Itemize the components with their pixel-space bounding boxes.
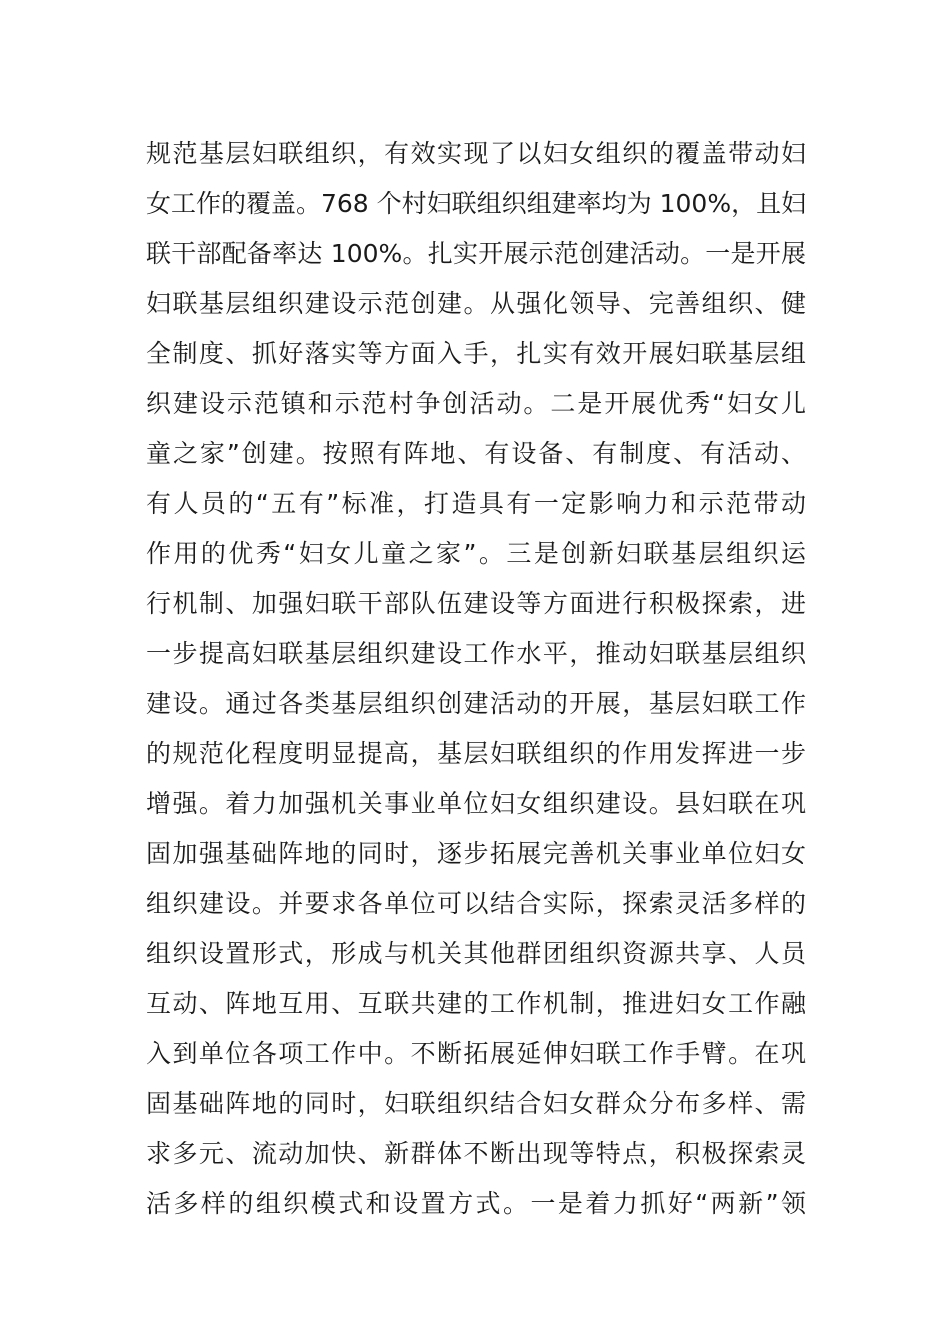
text-line-5: 全制度、抓好落实等方面入手，扎实有效开展妇联基层组 bbox=[146, 339, 806, 368]
text-line-20: 固基础阵地的同时，妇联组织结合妇女群众分布多样、需 bbox=[146, 1089, 806, 1118]
text-line-6: 织建设示范镇和示范村争创活动。二是开展优秀“妇女儿 bbox=[146, 389, 806, 418]
text-line-22: 活多样的组织模式和设置方式。一是着力抓好“两新”领 bbox=[146, 1189, 806, 1218]
text-line-12: 建设。通过各类基层组织创建活动的开展，基层妇联工作 bbox=[146, 689, 806, 718]
text-line-21: 求多元、流动加快、新群体不断出现等特点，积极探索灵 bbox=[146, 1139, 806, 1168]
text-line-1: 规范基层妇联组织，有效实现了以妇女组织的覆盖带动妇 bbox=[146, 139, 806, 168]
text-line-16: 组织建设。并要求各单位可以结合实际，探索灵活多样的 bbox=[146, 889, 806, 918]
text-line-15: 固加强基础阵地的同时，逐步拓展完善机关事业单位妇女 bbox=[146, 839, 806, 868]
text-line-10: 行机制、加强妇联干部队伍建设等方面进行积极探索，进 bbox=[146, 589, 806, 618]
text-line-4: 妇联基层组织建设示范创建。从强化领导、完善组织、健 bbox=[146, 289, 806, 318]
text-line-9: 作用的优秀“妇女儿童之家”。三是创新妇联基层组织运 bbox=[146, 539, 806, 568]
text-line-7: 童之家”创建。按照有阵地、有设备、有制度、有活动、 bbox=[146, 439, 806, 468]
text-line-17: 组织设置形式，形成与机关其他群团组织资源共享、人员 bbox=[146, 939, 806, 968]
text-line-2: 女工作的覆盖。768 个村妇联组织组建率均为 100%，且妇 bbox=[146, 189, 807, 218]
text-line-18: 互动、阵地互用、互联共建的工作机制，推进妇女工作融 bbox=[146, 989, 806, 1018]
text-line-19: 入到单位各项工作中。不断拓展延伸妇联工作手臂。在巩 bbox=[146, 1039, 806, 1068]
text-line-8: 有人员的“五有”标准，打造具有一定影响力和示范带动 bbox=[146, 489, 806, 518]
text-line-11: 一步提高妇联基层组织建设工作水平，推动妇联基层组织 bbox=[146, 639, 806, 668]
text-line-13: 的规范化程度明显提高，基层妇联组织的作用发挥进一步 bbox=[146, 739, 806, 768]
body-paragraph bbox=[146, 129, 806, 1229]
text-line-14: 增强。着力加强机关事业单位妇女组织建设。县妇联在巩 bbox=[146, 789, 806, 818]
text-line-3: 联干部配备率达 100%。扎实开展示范创建活动。一是开展 bbox=[146, 239, 806, 268]
